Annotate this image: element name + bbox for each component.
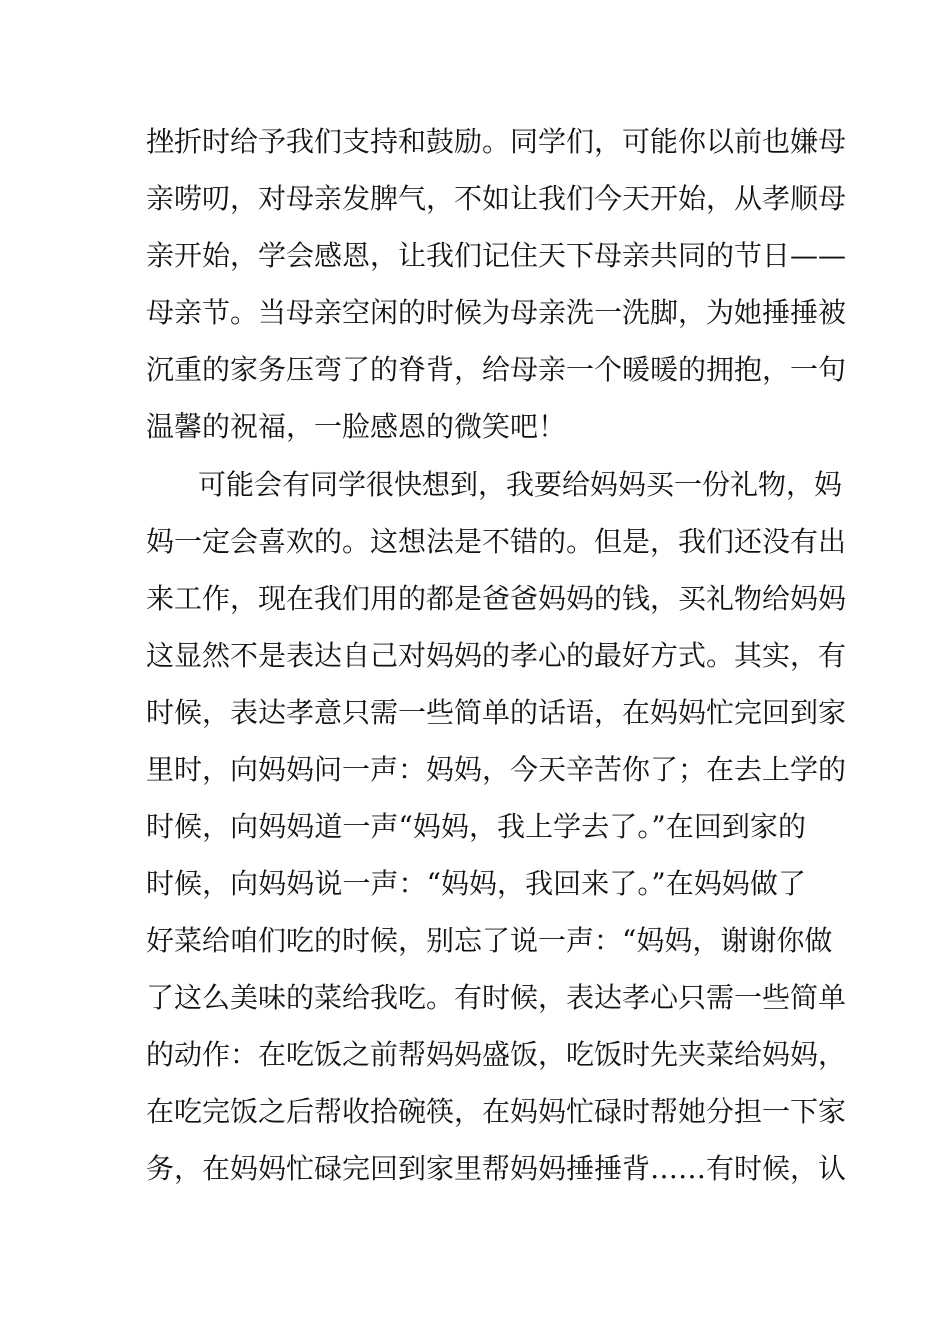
- paragraph-1-line-5: 沉重的家务压弯了的脊背，给母亲一个暖暖的拥抱，一句: [146, 353, 847, 386]
- paragraph-1-line-1: 挫折时给予我们支持和鼓励。同学们，可能你以前也嫌母: [146, 125, 847, 158]
- paragraph-2-line-4: 这显然不是表达自己对妈妈的孝心的最好方式。其实，有: [146, 639, 847, 672]
- paragraph-2-line-12: 在吃完饭之后帮收拾碗筷，在妈妈忙碌时帮她分担一下家: [146, 1095, 847, 1128]
- paragraph-2-line-8: 时候，向妈妈说一声：“妈妈，我回来了。”在妈妈做了: [146, 867, 806, 900]
- paragraph-1-line-6: 温馨的祝福，一脸感恩的微笑吧！: [146, 410, 567, 443]
- paragraph-1-line-2: 亲唠叨，对母亲发脾气，不如让我们今天开始，从孝顺母: [146, 182, 847, 215]
- paragraph-2-line-13: 务，在妈妈忙碌完回到家里帮妈妈捶捶背……有时候，认: [146, 1152, 847, 1185]
- paragraph-2-line-7: 时候，向妈妈道一声“妈妈，我上学去了。”在回到家的: [146, 810, 806, 843]
- paragraph-2-line-10: 了这么美味的菜给我吃。有时候，表达孝心只需一些简单: [146, 981, 847, 1014]
- paragraph-2-line-11: 的动作：在吃饭之前帮妈妈盛饭，吃饭时先夹菜给妈妈，: [146, 1038, 847, 1071]
- paragraph-2-line-1: 可能会有同学很快想到，我要给妈妈买一份礼物，妈: [198, 468, 843, 501]
- paragraph-2-line-2: 妈一定会喜欢的。这想法是不错的。但是，我们还没有出: [146, 525, 847, 558]
- paragraph-2-line-3: 来工作，现在我们用的都是爸爸妈妈的钱，买礼物给妈妈: [146, 582, 847, 615]
- paragraph-2-line-6: 里时，向妈妈问一声：妈妈，今天辛苦你了；在去上学的: [146, 753, 847, 786]
- paragraph-1-line-4: 母亲节。当母亲空闲的时候为母亲洗一洗脚，为她捶捶被: [146, 296, 847, 329]
- paragraph-2-line-9: 好菜给咱们吃的时候，别忘了说一声：“妈妈，谢谢你做: [146, 924, 833, 957]
- paragraph-2-line-5: 时候，表达孝意只需一些简单的话语，在妈妈忙完回到家: [146, 696, 847, 729]
- paragraph-1-line-3: 亲开始，学会感恩，让我们记住天下母亲共同的节日——: [146, 239, 847, 272]
